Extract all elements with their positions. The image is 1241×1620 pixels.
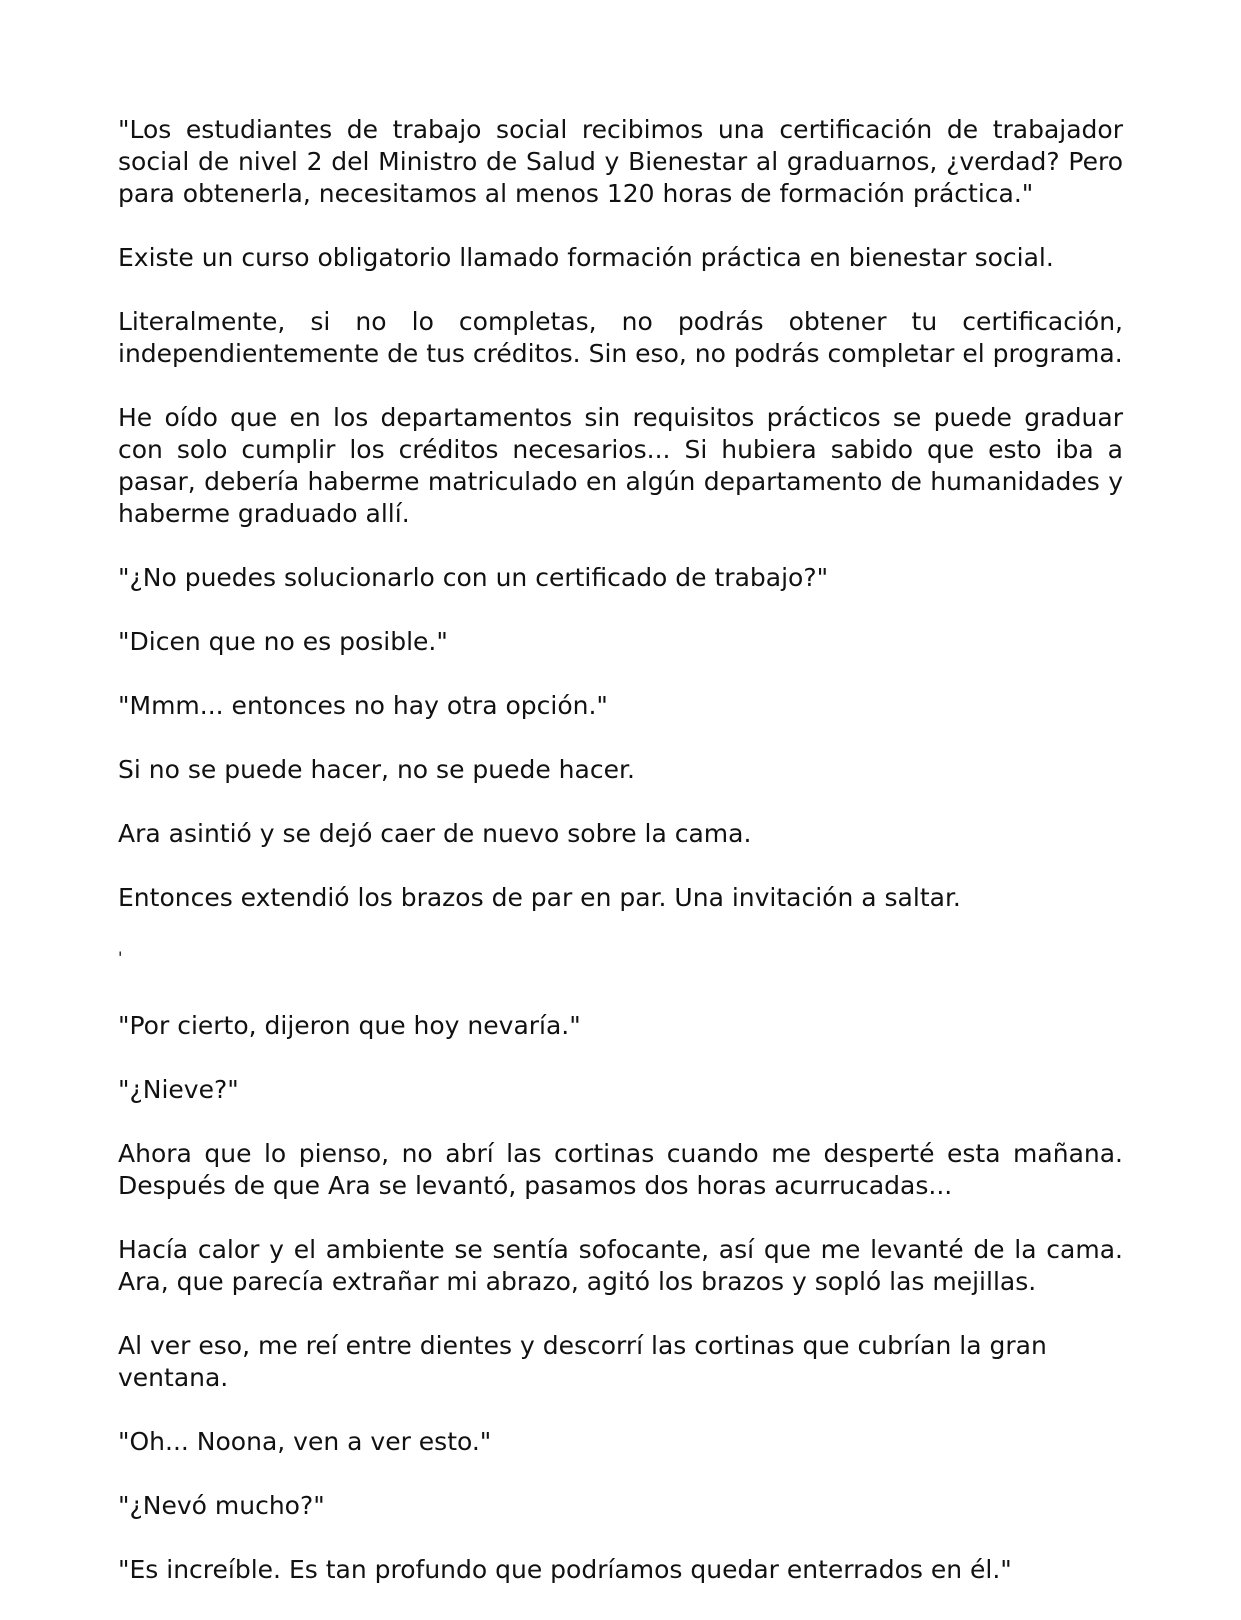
paragraph: Literalmente, si no lo completas, no podrás obtener tu certificación, independientemente de tus créditos. Sin eso, no podrás completar el programa. — [118, 307, 1123, 368]
paragraph: Existe un curso obligatorio llamado formación práctica en bienestar social. — [118, 243, 1054, 272]
paragraph: He oído que en los departamentos sin requisitos prácticos se puede graduar con solo cumplir los créditos necesarios... Si hubiera sabido que esto iba a pasar, debería haberme matriculado en algún departamento de humanidades y haberme graduado allí. — [118, 403, 1123, 528]
paragraph: Si no se puede hacer, no se puede hacer. — [118, 755, 635, 784]
paragraph: "Los estudiantes de trabajo social recibimos una certificación de trabajador social de nivel 2 del Ministro de Salud y Bienestar al graduarnos, ¿verdad? Pero para obtenerla, necesitamos al menos 120 horas de formación práctica." — [118, 115, 1123, 208]
paragraph: Ahora que lo pienso, no abrí las cortinas cuando me desperté esta mañana. Después de que Ara se levantó, pasamos dos horas acurrucadas... — [118, 1139, 1123, 1200]
stray-mark: ' — [118, 948, 123, 967]
paragraph: Ara asintió y se dejó caer de nuevo sobre la cama. — [118, 819, 752, 848]
paragraph: Entonces extendió los brazos de par en par. Una invitación a saltar. — [118, 883, 961, 912]
paragraph: "Dicen que no es posible." — [118, 627, 448, 656]
paragraph: Al ver eso, me reí entre dientes y descorrí las cortinas que cubrían la gran ventana. — [118, 1331, 1047, 1392]
paragraph: "¿No puedes solucionarlo con un certificado de trabajo?" — [118, 563, 829, 592]
paragraph: "¿Nieve?" — [118, 1075, 239, 1104]
stray-mark-paragraph — [118, 946, 1123, 978]
document-body — [118, 114, 1123, 1618]
paragraph: "¿Nevó mucho?" — [118, 1491, 325, 1520]
paragraph: Hacía calor y el ambiente se sentía sofocante, así que me levanté de la cama. Ara, que parecía extrañar mi abrazo, agitó los brazos y sopló las mejillas. — [118, 1235, 1123, 1296]
paragraph: "Es increíble. Es tan profundo que podríamos quedar enterrados en él." — [118, 1555, 1012, 1584]
paragraph: "Mmm... entonces no hay otra opción." — [118, 691, 608, 720]
paragraph: "Oh... Noona, ven a ver esto." — [118, 1427, 492, 1456]
paragraph: "Por cierto, dijeron que hoy nevaría." — [118, 1011, 581, 1040]
